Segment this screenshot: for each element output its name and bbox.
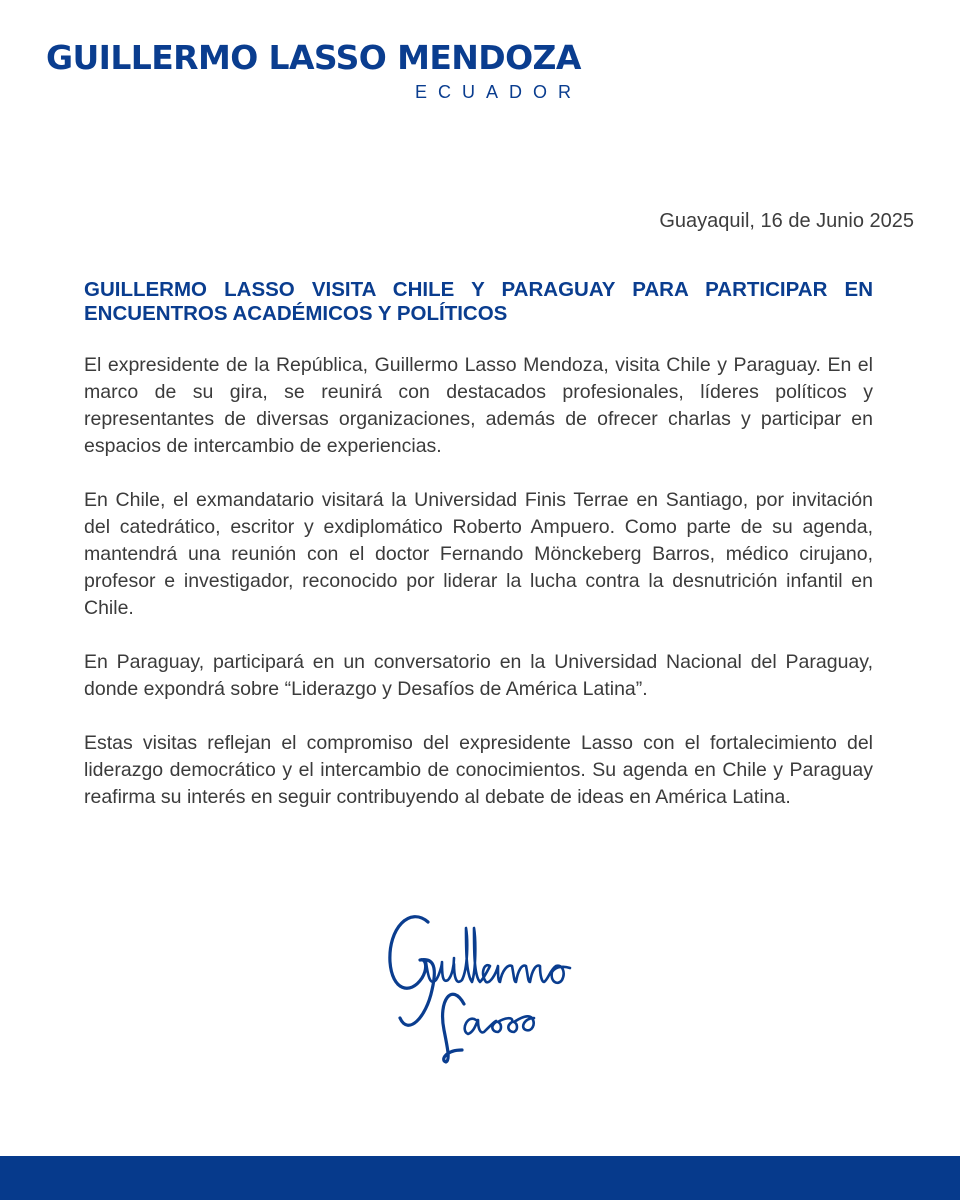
letterhead (46, 38, 586, 102)
handwritten-signature (380, 900, 590, 1070)
paragraph: El expresidente de la República, Guillermo Lasso Mendoza, visita Chile y Paraguay. En el marco de su gira, se reunirá con destacados profesionales, líderes políticos y representantes de diversas organizaciones, además de ofrecer charlas y participar en espacios de intercambio de experiencias. (84, 354, 873, 457)
letterhead-country: ECUADOR (414, 82, 582, 102)
headline: GUILLERMO LASSO VISITA CHILE Y PARAGUAY PARA PARTICIPAR EN ENCUENTROS ACADÉMICOS Y POLÍTICOS (84, 278, 873, 325)
footer-bar (0, 1156, 960, 1200)
date-line: Guayaquil, 16 de Junio 2025 (659, 210, 914, 232)
paragraph: Estas visitas reflejan el compromiso del expresidente Lasso con el fortalecimiento del liderazgo democrático y el intercambio de conocimientos. Su agenda en Chile y Paraguay reafirma su interés en seguir contribuyendo al debate de ideas en América Latina. (84, 732, 873, 808)
letterhead-name: GUILLERMO LASSO MENDOZA (46, 38, 581, 77)
paragraph: En Paraguay, participará en un conversatorio en la Universidad Nacional del Paraguay, donde expondrá sobre “Liderazgo y Desafíos de América Latina”. (84, 651, 873, 700)
signature-graphic (380, 900, 590, 1070)
letter-body (84, 352, 873, 838)
paragraph: En Chile, el exmandatario visitará la Universidad Finis Terrae en Santiago, por invitación del catedrático, escritor y exdiplomático Roberto Ampuero. Como parte de su agenda, mantendrá una reunión con el doctor Fernando Mönckeberg Barros, médico cirujano, profesor e investigador, reconocido por liderar la lucha contra la desnutrición infantil en Chile. (84, 489, 873, 619)
